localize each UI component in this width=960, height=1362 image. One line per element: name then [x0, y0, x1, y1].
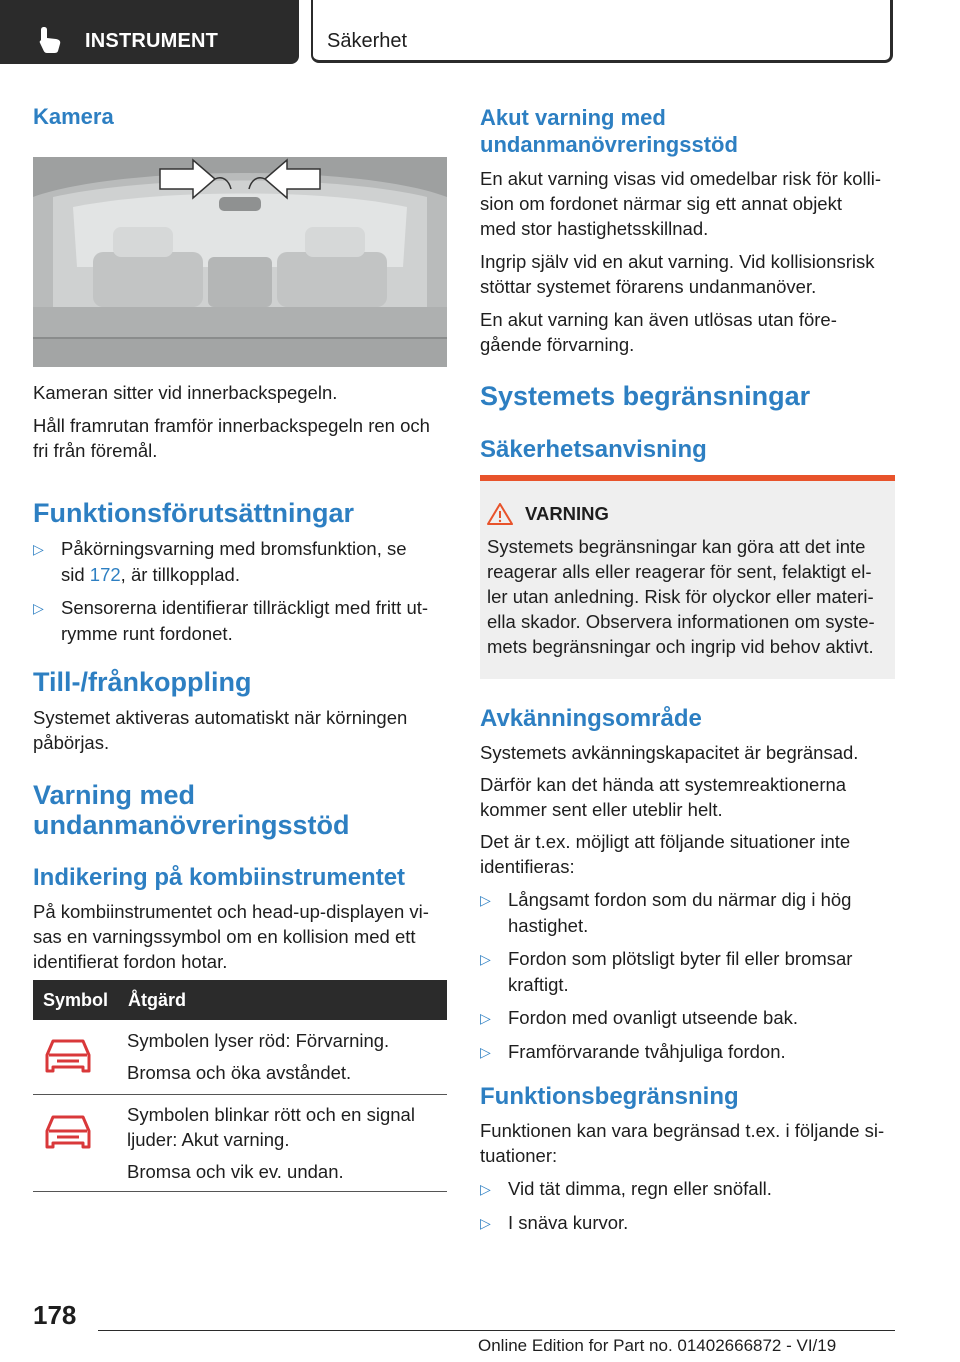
list-item: ▷ Framförvarande tvåhjuliga fordon.: [480, 1039, 900, 1065]
camera-text-1: Kameran sitter vid innerbackspegeln.: [33, 382, 338, 403]
list-item: ▷ I snäva kurvor.: [480, 1210, 900, 1236]
section-title: Säkerhet: [327, 30, 408, 52]
bullet-triangle-icon: ▷: [480, 1181, 491, 1197]
system-limits-heading: Systemets begränsningar: [480, 381, 811, 411]
col-symbol: Symbol: [43, 990, 109, 1010]
function-limitation-heading: Funktionsbegränsning: [480, 1083, 739, 1110]
bullet-triangle-icon: ▷: [480, 892, 491, 908]
list-item: ▷ Fordon som plötsligt byter fil eller bromsar: [480, 946, 900, 972]
safety-note-heading: Säkerhetsanvisning: [480, 436, 707, 463]
bullet-triangle-icon: ▷: [480, 951, 491, 967]
indication-heading: Indikering på kombiinstrumentet: [33, 864, 406, 891]
on-off-text-line2: påbörjas.: [33, 732, 110, 753]
chapter-tab: [0, 0, 299, 64]
bullet-triangle-icon: ▷: [33, 541, 44, 557]
bullet-triangle-icon: ▷: [33, 600, 44, 616]
symbol-table-header: [33, 980, 447, 1020]
footer-rule: [98, 1330, 895, 1331]
section-tab: [311, 0, 893, 63]
page-link-172[interactable]: 172: [89, 564, 121, 585]
warning-heading: Varning med undanmanövreringsstöd: [33, 780, 350, 840]
car-warning-flashing-icon: [43, 1113, 93, 1153]
col-action: Åtgärd: [128, 990, 186, 1010]
func-bullet-1: ▷ Påkörningsvarning med bromsfunktion, se: [33, 536, 453, 562]
warning-title: VARNING: [525, 503, 609, 524]
hand-pointer-icon: [38, 26, 64, 54]
on-off-heading: Till-/frånkoppling: [33, 667, 252, 697]
acute-warning-heading: Akut varning med undanmanövreringsstöd: [480, 105, 738, 157]
on-off-text-line1: Systemet aktiveras automatiskt när körningen: [33, 707, 408, 728]
func-requirements-heading: Funktionsförutsättningar: [33, 498, 354, 528]
table-divider: [33, 1191, 447, 1192]
bullet-triangle-icon: ▷: [480, 1044, 491, 1060]
camera-heading: Kamera: [33, 104, 114, 129]
camera-text-2-line1: Håll framrutan framför innerbackspegeln ren och: [33, 415, 430, 436]
chapter-title: INSTRUMENT: [85, 30, 219, 52]
car-warning-red-icon: [43, 1037, 93, 1077]
camera-text-2-line2: fri från föremål.: [33, 440, 158, 461]
table-row: Symbolen blinkar rött och en signal ljuder: Akut varning. Bromsa och vik ev. undan.: [33, 1095, 447, 1191]
list-item: ▷ Fordon med ovanligt utseende bak.: [480, 1005, 900, 1031]
camera-location-image: [33, 157, 447, 367]
bullet-triangle-icon: ▷: [480, 1215, 491, 1231]
car-interior-illustration: [33, 157, 447, 367]
edition-footer: Online Edition for Part no. 01402666872 - VI/19: [478, 1336, 837, 1355]
bullet-triangle-icon: ▷: [480, 1010, 491, 1026]
warning-triangle-icon: [487, 503, 513, 525]
warning-box: VARNING Systemets begränsningar kan göra att det inte reagerar alls eller reagerar för sent, felaktigt el‐ ler utan anledning. Risk för olyckor eller materi‐ ella skador. Observera informationen om syste‐ mets begränsningar och ingrip vid behov aktivt.: [480, 481, 895, 679]
list-item: ▷ Vid tät dimma, regn eller snöfall.: [480, 1176, 900, 1202]
page-number: 178: [33, 1300, 77, 1330]
list-item: ▷ Långsamt fordon som du närmar dig i hög: [480, 887, 900, 913]
detection-range-heading: Avkänningsområde: [480, 705, 702, 732]
table-row: Symbolen lyser röd: Förvarning. Bromsa och öka avståndet.: [33, 1020, 447, 1094]
func-bullet-2: ▷ Sensorerna identifierar tillräckligt med fritt ut‐: [33, 595, 453, 621]
